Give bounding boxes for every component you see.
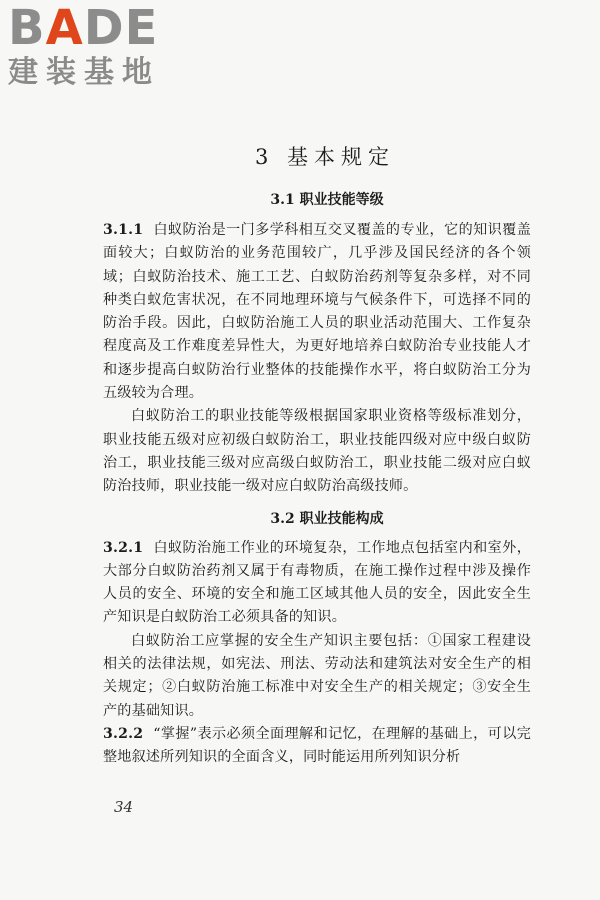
clause-number: 3.2.2 [103, 725, 144, 742]
page-number: 34 [114, 798, 134, 816]
paragraph-text: 白蚁防治是一门多学科相互交叉覆盖的专业，它的知识覆盖面较大；白蚁防治的业务范围较广，几乎涉及国民经济的各个领域；白蚁防治技术、施工工艺、白蚁防治药剂等复杂多样，对不同种类白蚁危害状况，在不同地理环境与气候条件下，可选择不同的防治手段。因此，白蚁防治施工人员的职业活动范围大、工作复杂程度高及工作难度差异性大，为更好地培养白蚁防治专业技能人才和逐步提高白蚁防治行业整体的技能操作水平，将白蚁防治工分为五级较为合理。 [103, 222, 531, 402]
clause-paragraph [103, 723, 531, 770]
logo-letter-b: B [8, 0, 46, 56]
bade-logo [8, 0, 178, 90]
logo-chinese-text: 建装基地 [8, 55, 160, 90]
clause-number: 3.2.1 [103, 539, 144, 556]
clause-paragraph [103, 219, 531, 405]
chapter-title: 3 基本规定 [254, 145, 396, 169]
paragraph [103, 405, 531, 498]
section-title: 3.1 职业技能等级 [270, 192, 384, 208]
paragraph-text: 白蚁防治施工作业的环境复杂，工作地点包括室内和室外，大部分白蚁防治药剂又属于有毒物质，在施工操作过程中涉及操作人员的安全、环境的安全和施工区域其他人员的安全，因此安全生产知识是白蚁防治工必须具备的知识。 [103, 539, 531, 626]
paragraph-text: 白蚁防治工应掌握的安全生产知识主要包括：①国家工程建设相关的法律法规，如宪法、刑法、劳动法和建筑法对安全生产的相关规定；②白蚁防治施工标准中对安全生产的相关规定；③安全生产的基础知识。 [103, 632, 531, 719]
paragraph [103, 630, 531, 723]
paragraph-text: “掌握”表示必须全面理解和记忆，在理解的基础上，可以完整地叙述所列知识的全面含义，同时能运用所列知识分析 [103, 725, 531, 766]
logo-letters-de: DE [83, 0, 159, 56]
paragraph-text: 白蚁防治工的职业技能等级根据国家职业资格等级标准划分，职业技能五级对应初级白蚁防治工，职业技能四级对应中级白蚁防治工，职业技能三级对应高级白蚁防治工，职业技能二级对应白蚁防治技师，职业技能一级对应白蚁防治高级技师。 [103, 408, 531, 495]
document-page [103, 132, 531, 770]
section-title: 3.2 职业技能构成 [270, 510, 384, 527]
logo-wordmark [8, 0, 178, 56]
logo-letter-a: A [45, 0, 84, 56]
clause-number: 3.1.1 [103, 222, 144, 238]
clause-paragraph [103, 537, 531, 630]
